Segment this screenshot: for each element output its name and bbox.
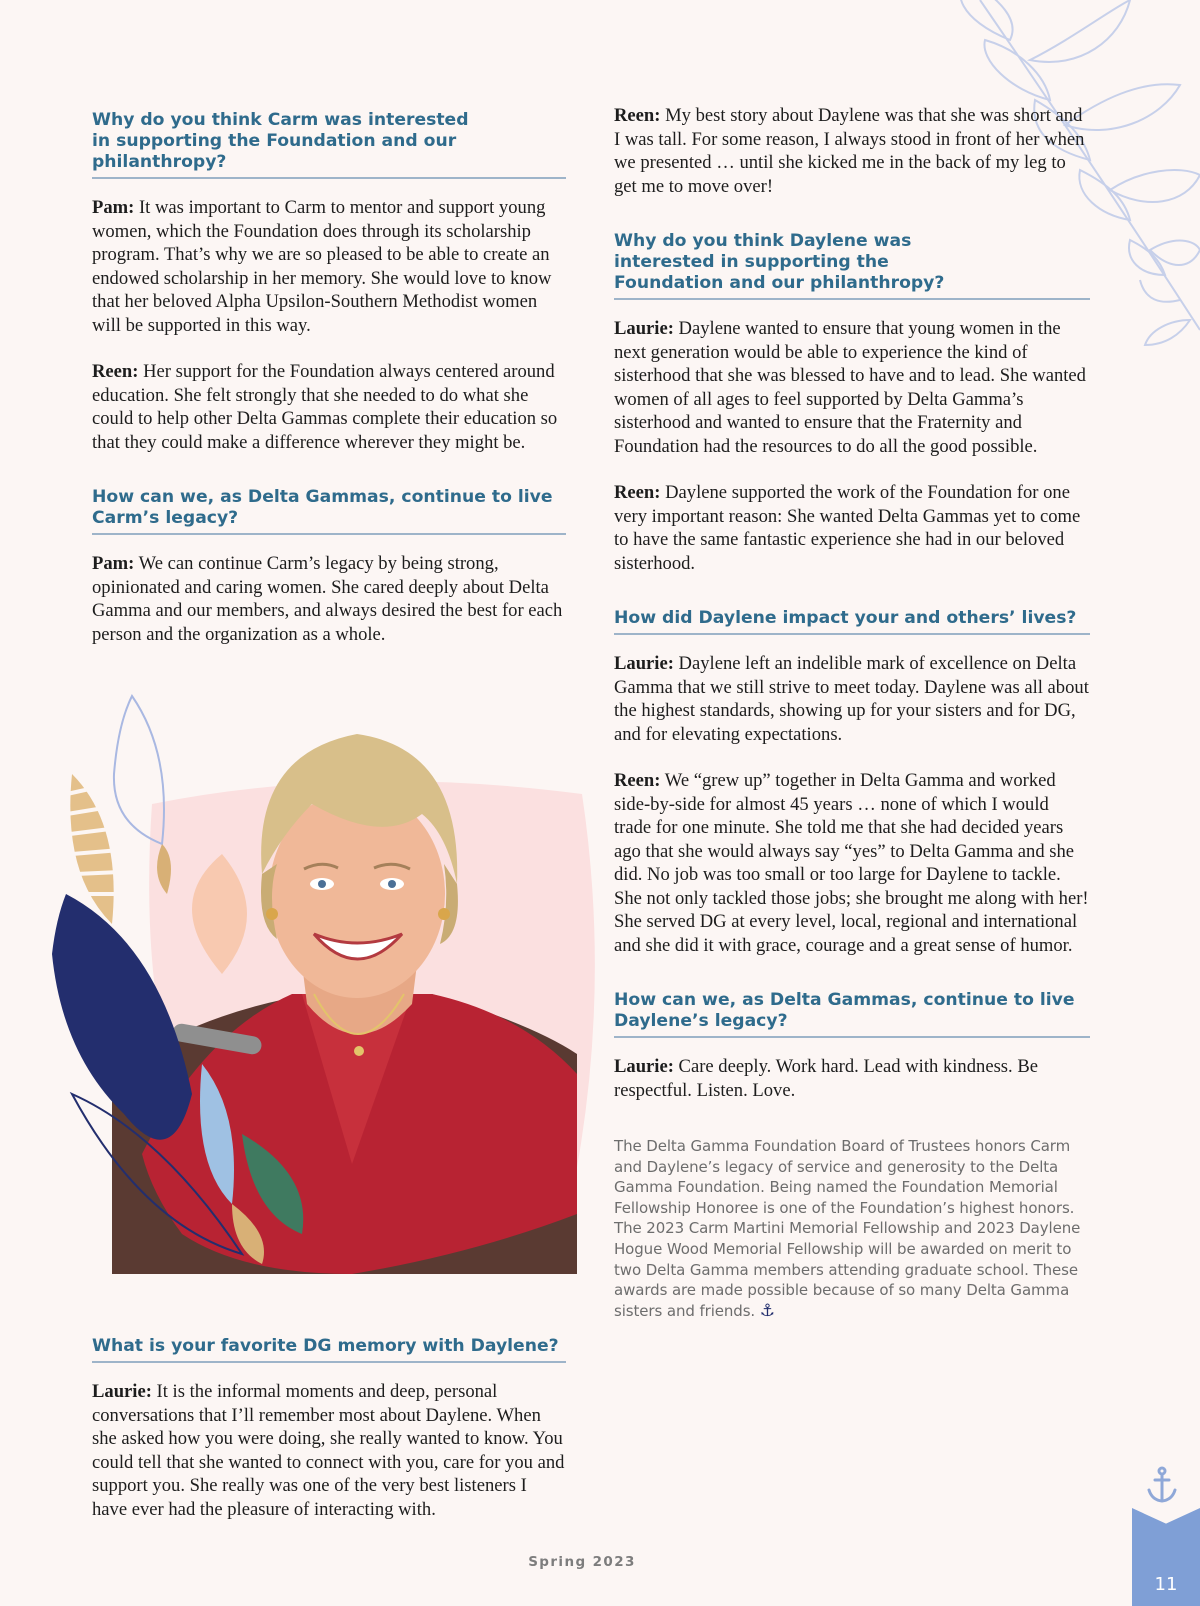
- speaker-name: Reen:: [614, 770, 661, 791]
- speaker-name: Laurie:: [614, 318, 674, 339]
- question-heading-dg-memory: What is your favorite DG memory with Daylene?: [92, 1336, 566, 1363]
- issue-label: Spring 2023: [528, 1554, 636, 1570]
- answer-paragraph: [92, 552, 566, 646]
- page-number: 11: [1154, 1574, 1178, 1595]
- answer-text: It is the informal moments and deep, personal conversations that I’ll remember most about Daylene. When she asked how you were doing, she really wanted to know. You could tell that she wanted to connect with you, care for you and support you. She really was one of the very best listeners I have ever had the pleasure of interacting with.: [92, 1381, 565, 1520]
- tribute-text: The Delta Gamma Foundation Board of Trustees honors Carm and Daylene’s legacy of service and generosity to the Delta Gamma Foundation. Being named the Foundation Memorial Fellowship Honoree is one of the Foundation’s highest honors. The 2023 Carm Martini Memorial Fellowship and 2023 Daylene Hogue Wood Memorial Fellowship will be awarded on merit to two Delta Gamma members attending graduate school. These awards are made possible because of so many Delta Gamma sisters and friends.: [614, 1137, 1081, 1320]
- left-column: [92, 110, 566, 669]
- speaker-name: Pam:: [92, 197, 135, 218]
- speaker-name: Laurie:: [92, 1381, 152, 1402]
- answer-text: Daylene left an indelible mark of excellence on Delta Gamma that we still strive to meet today. Daylene was all about the highest standards, showing up for your sisters and for DG, and for elevating expectations.: [614, 653, 1089, 745]
- portrait-collage: [52, 694, 612, 1310]
- answer-text: We “grew up” together in Delta Gamma and worked side-by-side for almost 45 years … none of which I would trade for one minute. She told me that she had decided years ago that she would always say “yes” to Delta Gamma and she did. No job was too small or too large for Daylene to tackle. She not only tackled those jobs; she brought me along with her! She served DG at every level, local, regional and international and she did it with grace, courage and a great sense of humor.: [614, 770, 1089, 956]
- answer-paragraph: [92, 1380, 566, 1521]
- question-heading-carm-interest: Why do you think Carm was interested in supporting the Foundation and our philanthropy?: [92, 110, 566, 179]
- left-column-bottom: [92, 1336, 566, 1544]
- question-heading-carm-legacy: How can we, as Delta Gammas, continue to live Carm’s legacy?: [92, 487, 566, 535]
- answer-text: It was important to Carm to mentor and support young women, which the Foundation does through its scholarship program. That’s why we are so pleased to be able to create an endowed scholarship in her memory. She would love to know that her beloved Alpha Upsilon-Southern Methodist women will be supported in this way.: [92, 197, 552, 336]
- anchor-icon: [1144, 1466, 1180, 1506]
- answer-text: Daylene supported the work of the Foundation for one very important reason: She wanted Delta Gammas yet to come to have the same fantastic experience she had in our beloved sisterhood.: [614, 482, 1081, 574]
- answer-text: Her support for the Foundation always centered around education. She felt strongly that she needed to do what she could to help other Delta Gammas complete their education so that they could make a difference wherever they might be.: [92, 361, 558, 453]
- speaker-name: Laurie:: [614, 1056, 674, 1077]
- speaker-name: Reen:: [614, 105, 661, 126]
- speaker-name: Laurie:: [614, 653, 674, 674]
- answer-paragraph: [614, 481, 1090, 575]
- answer-text: Care deeply. Work hard. Lead with kindness. Be respectful. Listen. Love.: [614, 1056, 1038, 1101]
- answer-paragraph: [92, 360, 566, 454]
- answer-paragraph: [614, 104, 1090, 198]
- answer-text: Daylene wanted to ensure that young women in the next generation would be able to experience the kind of sisterhood that she was blessed to have and to lead. She wanted women of all ages to feel supported by Delta Gamma’s sisterhood and wanted to ensure that the Fraternity and Foundation had the resources to do all the good possible.: [614, 318, 1086, 457]
- right-column: [614, 104, 1090, 1321]
- answer-paragraph: [614, 769, 1090, 957]
- answer-text: My best story about Daylene was that she was short and I was tall. For some reason, I always stood in front of her when we presented … until she kicked me in the back of my leg to get me to move over!: [614, 105, 1085, 197]
- answer-paragraph: [614, 1055, 1090, 1102]
- speaker-name: Reen:: [92, 361, 139, 382]
- answer-paragraph: [614, 317, 1090, 458]
- speaker-name: Pam:: [92, 553, 135, 574]
- answer-text: We can continue Carm’s legacy by being strong, opinionated and caring women. She cared deeply about Delta Gamma and our members, and always desired the best for each person and the organization as a whole.: [92, 553, 563, 645]
- answer-paragraph: [92, 196, 566, 337]
- tribute-paragraph: [614, 1136, 1090, 1321]
- speaker-name: Reen:: [614, 482, 661, 503]
- anchor-icon: ⚓: [759, 1300, 775, 1321]
- question-heading-daylene-interest: Why do you think Daylene was interested in supporting the Foundation and our philanthropy?: [614, 231, 1090, 300]
- question-heading-daylene-impact: How did Daylene impact your and others’ lives?: [614, 608, 1090, 635]
- question-heading-daylene-legacy: How can we, as Delta Gammas, continue to live Daylene’s legacy?: [614, 990, 1090, 1038]
- answer-paragraph: [614, 652, 1090, 746]
